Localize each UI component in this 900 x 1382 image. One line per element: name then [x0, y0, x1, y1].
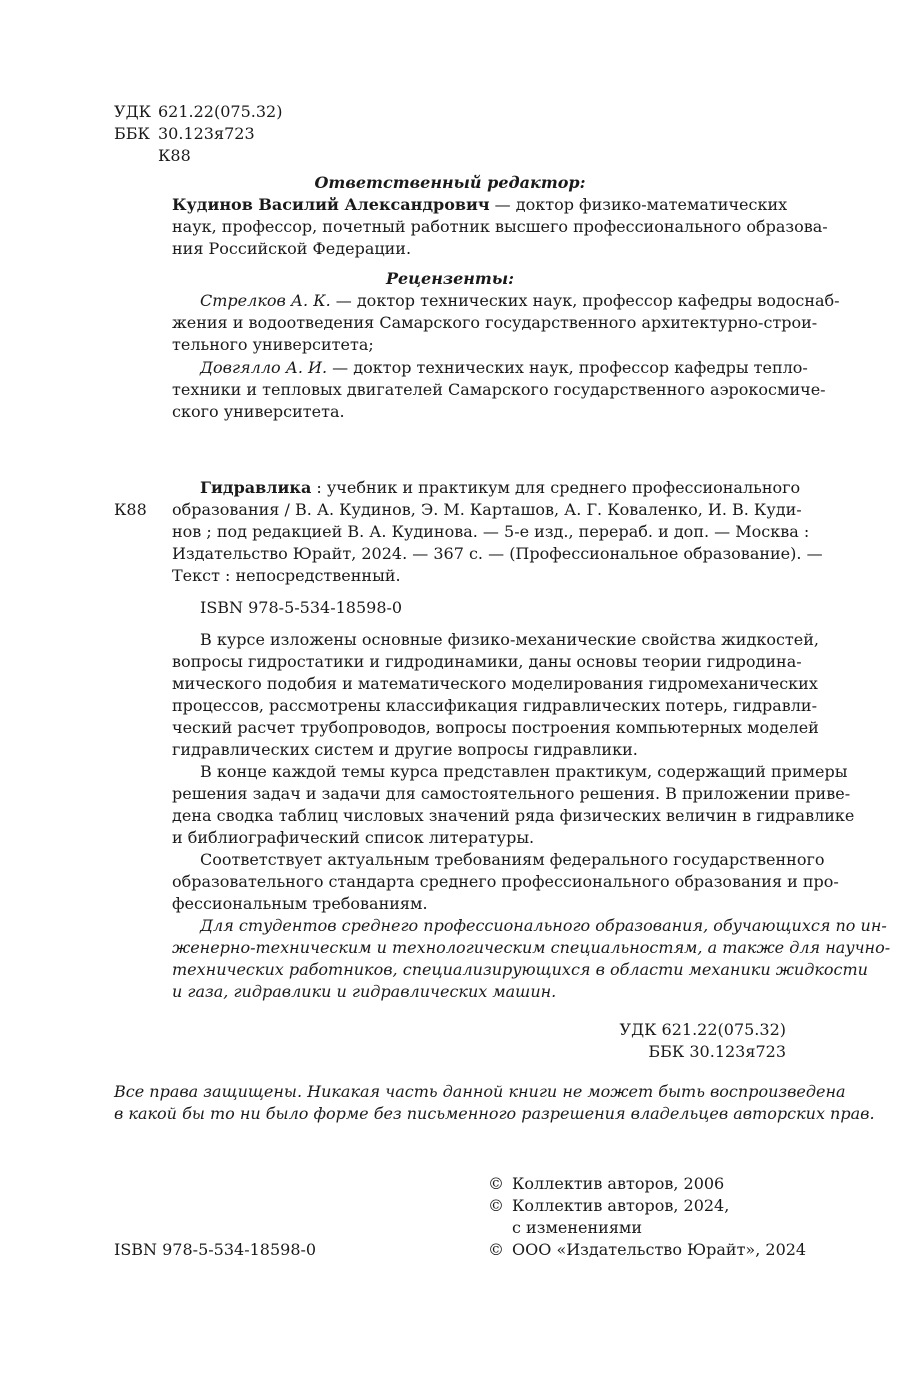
bib-mark: К88 [114, 500, 147, 519]
udk-label: УДК [114, 102, 151, 121]
annotation-p2-line-3: дена сводка таблиц числовых значений ряда физических величин в гидравлике [172, 806, 855, 825]
reviewer1-desc: — доктор технических наук, профессор кафедры водоснаб- [330, 291, 840, 310]
copyright-line-3: ООО «Издательство Юрайт», 2024 [512, 1240, 807, 1259]
annotation-p4-line-4: и газа, гидравлики и гидравлических машин. [172, 982, 557, 1001]
rights-line-1: Все права защищены. Никакая часть данной книги не может быть воспроизведена [114, 1082, 846, 1101]
editor-name: Кудинов Василий Александрович [172, 195, 490, 214]
reviewer2-line-3: ского университета. [172, 402, 345, 421]
annotation-p1-line-5: ческий расчет трубопроводов, вопросы построения компьютерных моделей [172, 718, 819, 737]
footer-bbk: ББК 30.123я723 [648, 1042, 786, 1061]
editor-desc: — доктор физико-математических [489, 195, 788, 214]
annotation-p4-line-3: технических работников, специализирующихся в области механики жидкости [172, 960, 868, 979]
footer-udk: УДК 621.22(075.32) [619, 1020, 786, 1039]
editor-line-1 [172, 194, 786, 216]
reviewer2-name: Довгялло А. И. [200, 358, 328, 377]
reviewer1-line-1 [172, 290, 840, 312]
copyright-symbol-1: © [488, 1174, 504, 1193]
rights-line-2: в какой бы то ни было форме без письменного разрешения владельцев авторских прав. [114, 1104, 875, 1123]
copyright-line-2a: Коллектив авторов, 2024, [512, 1196, 730, 1215]
annotation-p2-line-2: решения задач и задачи для самостоятельного решения. В приложении приве- [172, 784, 851, 803]
editor-heading: Ответственный редактор: [314, 173, 586, 192]
bib-line-2: образования / В. А. Кудинов, Э. М. Карташов, А. Г. Коваленко, И. В. Куди- [172, 500, 802, 519]
annotation-p3-line-3: фессиональным требованиям. [172, 894, 428, 913]
editor-line-3: ния Российской Федерации. [172, 239, 412, 258]
bib-line-1 [172, 477, 801, 499]
bib-line-3: нов ; под редакцией В. А. Кудинова. — 5-е изд., перераб. и доп. — Москва : [172, 522, 810, 541]
bbk-label: ББК [114, 124, 150, 143]
reviewers-heading: Рецензенты: [385, 269, 515, 288]
annotation-p1-line-1: В курсе изложены основные физико-механические свойства жидкостей, [200, 630, 819, 649]
copyright-symbol-3: © [488, 1240, 504, 1259]
reviewer2-line-2: техники и тепловых двигателей Самарского государственного аэрокосмиче- [172, 380, 826, 399]
reviewer1-line-3: тельного университета; [172, 335, 374, 354]
copyright-symbol-2: © [488, 1196, 504, 1215]
annotation-p4-line-1: Для студентов среднего профессионального образования, обучающихся по ин- [200, 916, 887, 935]
copyright-line-1: Коллектив авторов, 2006 [512, 1174, 725, 1193]
annotation-p1-line-4: процессов, рассмотрены классификация гидравлических потерь, гидравли- [172, 696, 817, 715]
reviewer2-line-1 [172, 357, 808, 379]
annotation-p4-line-2: женерно-техническим и технологическим специальностям, а также для научно- [172, 938, 891, 957]
bib-isbn: ISBN 978-5-534-18598-0 [200, 598, 403, 617]
reviewer2-desc: — доктор технических наук, профессор кафедры тепло- [327, 358, 808, 377]
reviewer1-line-2: жения и водоотведения Самарского государственного архитектурно-строи- [172, 313, 818, 332]
annotation-p3-line-2: образовательного стандарта среднего профессионального образования и про- [172, 872, 839, 891]
annotation-p2-line-4: и библиографический список литературы. [172, 828, 535, 847]
copyright-line-2b: с изменениями [512, 1218, 643, 1237]
bbk-value: 30.123я723 [158, 124, 255, 143]
bib-title: Гидравлика [200, 478, 312, 497]
footer-isbn: ISBN 978-5-534-18598-0 [114, 1240, 317, 1259]
annotation-p2-line-1: В конце каждой темы курса представлен практикум, содержащий примеры [200, 762, 848, 781]
annotation-p1-line-6: гидравлических систем и другие вопросы гидравлики. [172, 740, 638, 759]
reviewer1-name: Стрелков А. К. [200, 291, 331, 310]
annotation-p1-line-3: мического подобия и математического моделирования гидромеханических [172, 674, 818, 693]
annotation-p1-line-2: вопросы гидростатики и гидродинамики, даны основы теории гидродина- [172, 652, 802, 671]
author-mark: К88 [158, 146, 191, 165]
editor-line-2: наук, профессор, почетный работник высшего профессионального образова- [172, 217, 828, 236]
bib-line-5: Текст : непосредственный. [172, 566, 401, 585]
annotation-p3-line-1: Соответствует актуальным требованиям федерального государственного [200, 850, 825, 869]
bib-line-4: Издательство Юрайт, 2024. — 367 с. — (Профессиональное образование). — [172, 544, 823, 563]
bib-title-rest: : учебник и практикум для среднего профессионального [311, 478, 801, 497]
udk-value: 621.22(075.32) [158, 102, 283, 121]
